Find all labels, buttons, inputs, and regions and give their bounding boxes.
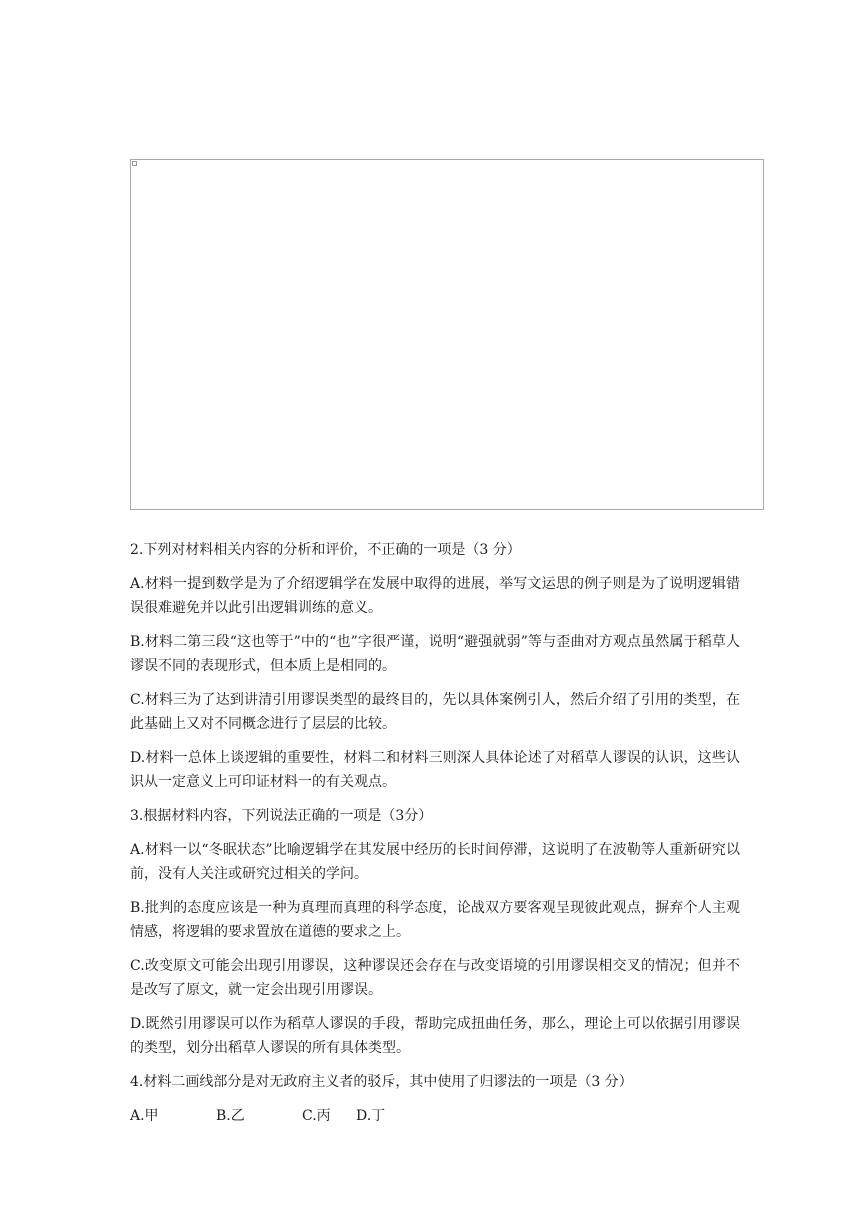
- image-placeholder: [130, 159, 764, 510]
- question-4-options: [130, 1104, 740, 1128]
- broken-image-icon: [132, 161, 137, 166]
- question-4-option-c: C.丙: [302, 1108, 331, 1124]
- question-3-option-d: D.既然引用谬误可以作为稻草人谬误的手段，帮助完成扭曲任务，那么，理论上可以依据引用谬误的类型，划分出稻草人谬误的所有具体类型。: [130, 1016, 740, 1056]
- question-2-option-d: D.材料一总体上谈逻辑的重要性，材料二和材料三则深人具体论述了对稻草人谬误的认识，这些认识从一定意义上可印证材料一的有关观点。: [130, 750, 740, 790]
- question-4-option-d: D.丁: [356, 1108, 386, 1124]
- question-4-stem: 4.材料二画线部分是对无政府主义者的驳斥，其中使用了归谬法的一项是（3 分）: [130, 1074, 633, 1090]
- question-3-option-b: B.批判的态度应该是一种为真理而真理的科学态度，论战双方要客观呈现彼此观点，摒弃个人主观情感，将逻辑的要求置放在道德的要求之上。: [130, 900, 740, 940]
- question-list: [130, 538, 740, 1128]
- question-2-option-b: B.材料二第三段“这也等于”中的“也”字很严谨，说明“避强就弱”等与歪曲对方观点虽然属于稻草人谬误不同的表现形式，但本质上是相同的。: [130, 634, 740, 674]
- question-2-stem: 2.下列对材料相关内容的分析和评价，不正确的一项是（3 分）: [130, 542, 521, 558]
- question-4-option-b: B.乙: [216, 1108, 245, 1124]
- question-2-option-c: C.材料三为了达到讲清引用谬误类型的最终目的，先以具体案例引人，然后介绍了引用的类型，在此基础上又对不同概念进行了层层的比较。: [130, 692, 740, 732]
- question-3-stem: 3.根据材料内容，下列说法正确的一项是（3分）: [130, 808, 433, 824]
- question-2-option-a: A.材料一提到数学是为了介绍逻辑学在发展中取得的进展，举写文运思的例子则是为了说明逻辑错误很难避免并以此引出逻辑训练的意义。: [130, 576, 740, 616]
- question-3-option-a: A.材料一以“冬眠状态”比喻逻辑学在其发展中经历的长时间停滞，这说明了在波勒等人重新研究以前，没有人关注或研究过相关的学问。: [130, 842, 740, 882]
- question-4-option-a: A.甲: [130, 1108, 159, 1124]
- question-3-option-c: C.改变原文可能会出现引用谬误，这种谬误还会存在与改变语境的引用谬误相交叉的情况；但并不是改写了原文，就一定会出现引用谬误。: [130, 958, 740, 998]
